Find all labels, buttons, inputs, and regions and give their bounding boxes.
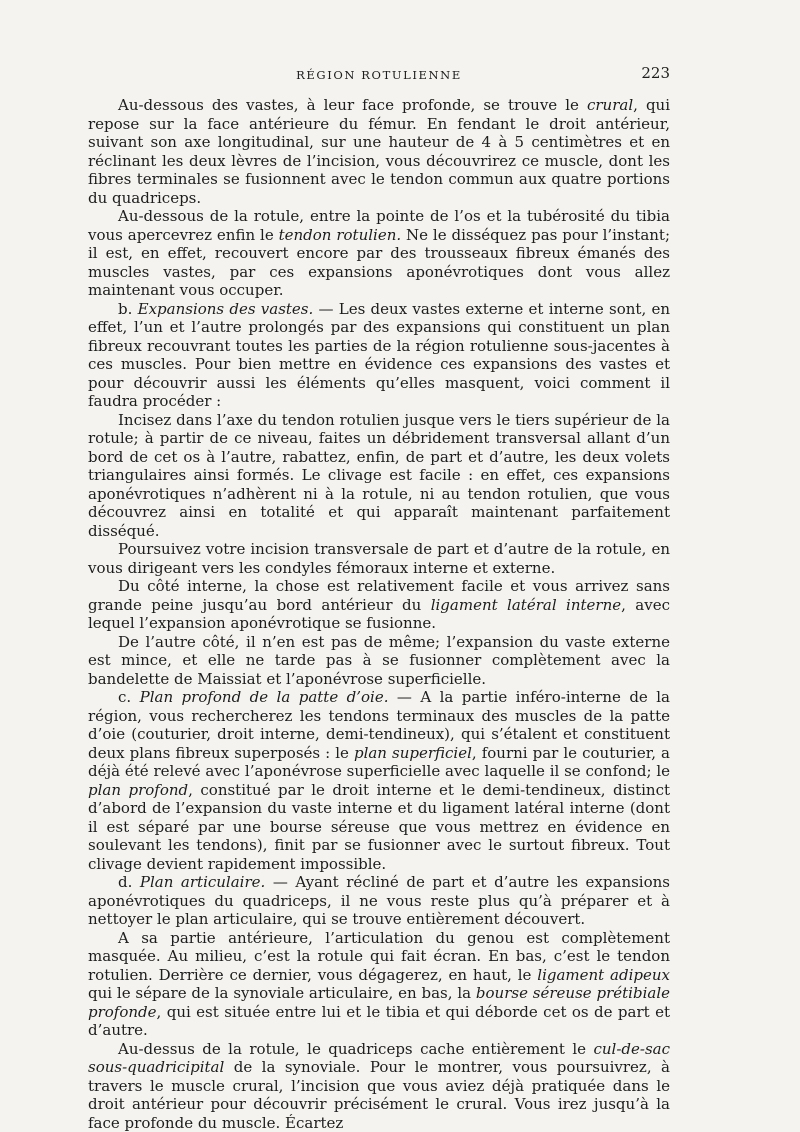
text-run: , constitué par le droit interne et le demi-tendineux, distinct d’abord de l’expansion du vaste interne et du ligament latéral interne (dont il est séparé par une bourse séreuse que vous mettrez en évidence en soulevant les tendons), finit par se fusionner avec le surtout fibreux. Tout clivage devient rapidement impossible. <box>88 781 670 873</box>
text-run: — A la partie inféro-interne de la région, vous rechercherez les tendons terminaux des muscles de la patte d’oie (couturier, droit interne, demi-tendineux), qui s’étalent et constituent deux plans fibreux superposés : le <box>88 688 670 762</box>
text-run: , qui repose sur la face antérieure du fémur. En fendant le droit antérieur, suivant son axe longitudinal, sur une hauteur de 4 à 5 centimètres et en réclinant les deux lèvres de l’incision, vous découvrirez ce muscle, dont les fibres terminales se fusionnent avec le tendon commun aux quatre portions du quadriceps. <box>88 96 670 207</box>
paragraph <box>88 1040 670 1132</box>
paragraph <box>88 540 670 577</box>
paragraph <box>88 873 670 929</box>
text-run: Incisez dans l’axe du tendon rotulien jusque vers le tiers supérieur de la rotule; à partir de ce niveau, faites un débridement transversal allant d’un bord de cet os à l’autre, rabattez, enfin, de part et d’autre, les deux volets triangulaires ainsi formés. Le clivage est facile : en effet, ces expansions aponévrotiques n’adhèrent ni à la rotule, ni au tendon rotulien, que vous découvrez ainsi en totalité et qui apparaît maintenant parfaitement disséqué. <box>88 411 670 540</box>
text-run: , avec lequel l’expansion aponévrotique se fusionne. <box>88 596 670 633</box>
italic-term: Plan articulaire. <box>140 873 265 891</box>
paragraph <box>88 207 670 300</box>
text-run: A sa partie antérieure, l’articulation du genou est complètement masquée. Au milieu, c’est la rotule qui fait écran. En bas, c’est le tendon rotulien. Derrière ce dernier, vous dégagerez, en haut, le <box>88 929 670 984</box>
page-number: 223 <box>641 64 670 82</box>
text-run: — Ayant récliné de part et d’autre les expansions aponévrotiques du quadriceps, il ne vous reste plus qu’à préparer et à nettoyer le plan articulaire, qui se trouve entièrement découvert. <box>88 873 670 928</box>
text-run: Au-dessous des vastes, à leur face profonde, se trouve le <box>118 96 587 114</box>
page-header <box>88 64 670 88</box>
text-run: de la synoviale. Pour le montrer, vous poursuivrez, à travers le muscle crural, l’incision que vous aviez déjà pratiquée dans le droit antérieur pour découvrir précisément le crural. Vous irez jusqu’à la face profonde du muscle. Écartez <box>88 1058 670 1132</box>
paragraph <box>88 96 670 207</box>
italic-term: bourse séreuse prétibiale profonde <box>88 984 670 1021</box>
text-run: Du côté interne, la chose est relativement facile et vous arrivez sans grande peine jusqu’au bord antérieur du <box>88 577 670 614</box>
paragraph <box>88 577 670 633</box>
paragraph <box>88 929 670 1040</box>
body-text <box>88 96 670 1132</box>
text-run: , qui est située entre lui et le tibia et qui déborde cet os de part et d’autre. <box>88 1003 670 1040</box>
italic-term: ligament latéral interne <box>431 596 621 614</box>
paragraph <box>88 633 670 689</box>
italic-term: tendon rotulien. <box>279 226 402 244</box>
paragraph <box>88 411 670 541</box>
italic-term: crural <box>587 96 633 114</box>
paragraph <box>88 688 670 873</box>
text-run: Poursuivez votre incision transversale de part et d’autre de la rotule, en vous dirigeant vers les condyles fémoraux interne et externe. <box>88 540 670 577</box>
text-run: c. <box>118 688 140 706</box>
italic-term: Plan profond de la patte d’oie. <box>140 688 389 706</box>
text-run: Au-dessous de la rotule, entre la pointe de l’os et la tubérosité du tibia vous apercevrez enfin le <box>88 207 670 244</box>
text-run: d. <box>118 873 140 891</box>
italic-term: ligament adipeux <box>537 966 670 984</box>
text-run: , fourni par le couturier, a déjà été relevé avec l’aponévrose superficielle avec laquelle il se confond; le <box>88 744 670 781</box>
text-run: Ne le disséquez pas pour l’instant; il est, en effet, recouvert encore par des trousseaux fibreux émanés des muscles vastes, par ces expansions aponévrotiques dont vous allez maintenant vous occuper. <box>88 226 670 300</box>
text-run: — Les deux vastes externe et interne sont, en effet, l’un et l’autre prolongés par des expansions qui constituent un plan fibreux recouvrant toutes les parties de la région rotulienne sous-jacentes à ces muscles. Pour bien mettre en évidence ces expansions des vastes et pour découvrir aussi les éléments qu’elles masquent, voici comment il faudra procéder : <box>88 300 670 411</box>
text-run: b. <box>118 300 138 318</box>
italic-term: plan profond <box>88 781 188 799</box>
italic-term: Expansions des vastes. <box>138 300 314 318</box>
italic-term: cul-de-sac sous-quadricipital <box>88 1040 670 1077</box>
paragraph <box>88 300 670 411</box>
running-head: RÉGION ROTULIENNE <box>88 68 670 82</box>
text-run: De l’autre côté, il n’en est pas de même; l’expansion du vaste externe est mince, et elle ne tarde pas à se fusionner complètement avec la bandelette de Maissiat et l’aponévrose superficielle. <box>88 633 670 688</box>
italic-term: plan superficiel <box>354 744 472 762</box>
text-run: qui le sépare de la synoviale articulaire, en bas, la <box>88 984 476 1002</box>
text-run: Au-dessus de la rotule, le quadriceps cache entièrement le <box>118 1040 593 1058</box>
